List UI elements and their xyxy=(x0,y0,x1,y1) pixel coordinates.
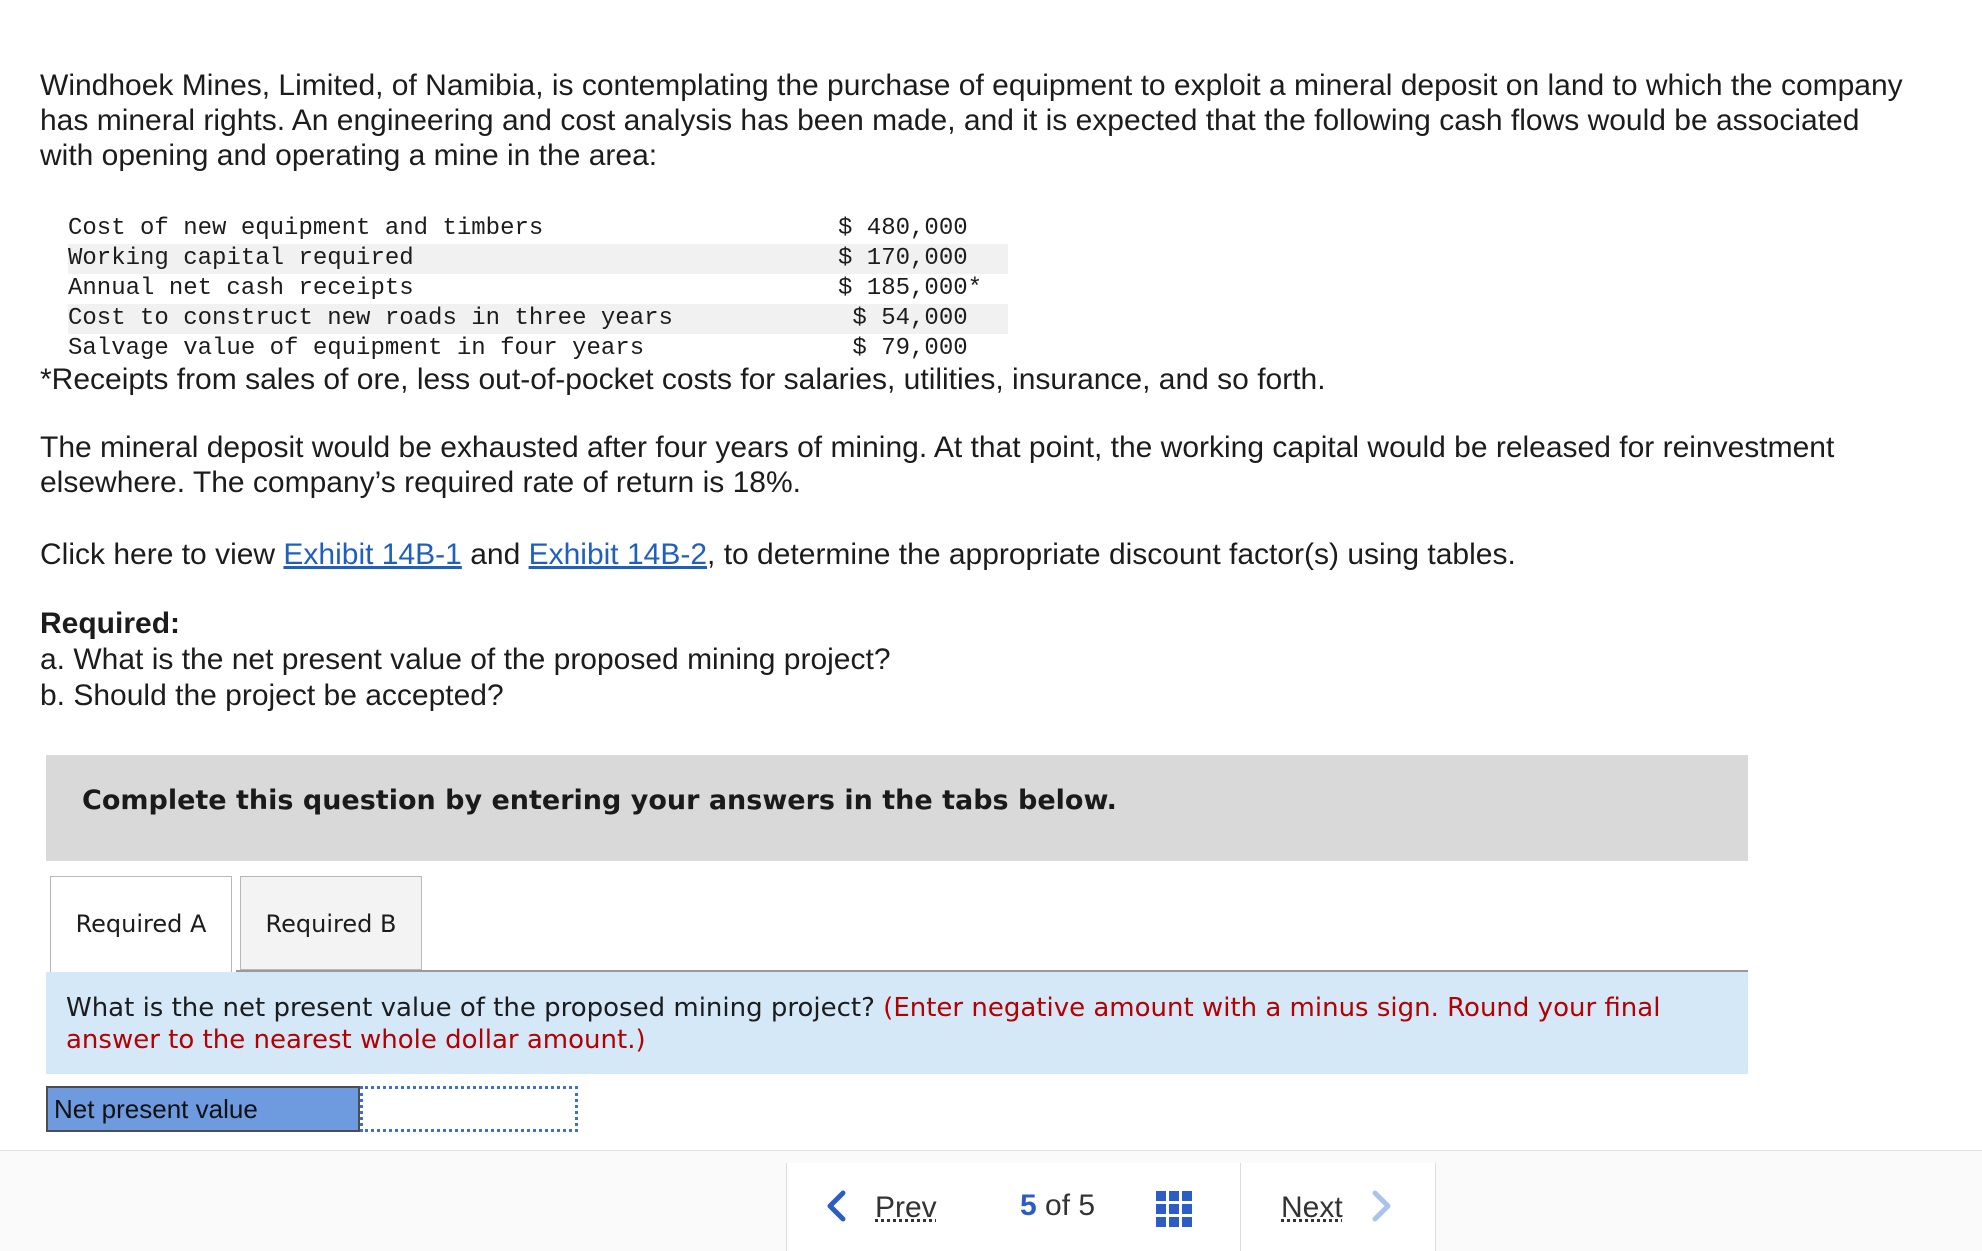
next-button[interactable] xyxy=(1240,1163,1436,1251)
instructions-banner xyxy=(46,755,1748,861)
chevron-left-icon xyxy=(823,1189,849,1223)
cash-flow-label: Cost to construct new roads in three years xyxy=(68,304,838,334)
total-pages: 5 xyxy=(1078,1189,1096,1222)
cash-flow-label: Working capital required xyxy=(68,244,838,274)
prev-label: Prev xyxy=(875,1191,937,1224)
problem-intro: Windhoek Mines, Limited, of Namibia, is contemplating the purchase of equipment to exploit a mineral deposit on land to which the company has mineral rights. An engineering and cost analysis has been made, and it is expected that the following cash flows would be associated with opening and operating a mine in the area: xyxy=(40,69,1903,172)
question-text: What is the net present value of the proposed mining project? xyxy=(66,993,884,1023)
click-prefix: Click here to view xyxy=(40,538,284,571)
cash-flow-table xyxy=(68,214,1008,364)
table-row xyxy=(68,214,1008,244)
required-heading: Required: xyxy=(40,607,181,640)
table-row xyxy=(68,274,1008,304)
next-label: Next xyxy=(1281,1191,1343,1224)
page-of: of xyxy=(1045,1189,1071,1222)
npv-input[interactable] xyxy=(360,1086,578,1132)
exhibit-14b-1-link[interactable]: Exhibit 14B-1 xyxy=(283,538,462,571)
page-indicator xyxy=(980,1163,1240,1251)
cash-flow-value: $ 79,000 xyxy=(838,335,968,362)
question-panel xyxy=(46,972,1748,1074)
npv-label: Net present value xyxy=(46,1086,360,1132)
tab-required-b[interactable]: Required B xyxy=(240,876,422,970)
cash-flow-label: Salvage value of equipment in four years xyxy=(68,335,645,362)
instructions-text: Complete this question by entering your answers in the tabs below. xyxy=(82,785,1117,816)
footnote: *Receipts from sales of ore, less out-of-pocket costs for salaries, utilities, insurance, and so forth. xyxy=(40,363,1326,396)
cash-flow-label: Annual net cash receipts xyxy=(68,275,414,302)
current-page: 5 xyxy=(1020,1189,1037,1222)
grid-icon[interactable] xyxy=(1156,1191,1192,1227)
problem-details: The mineral deposit would be exhausted after four years of mining. At that point, the working capital would be released for reinvestment elsewhere. The company’s required rate of return is 18%. xyxy=(40,431,1835,499)
question-hint: (Enter negative amount with a minus sign. Round your final answer to the nearest whole dollar amount.) xyxy=(66,993,1661,1055)
required-a-text: a. What is the net present value of the proposed mining project? xyxy=(40,643,891,676)
table-row xyxy=(68,304,1008,334)
tab-required-a[interactable]: Required A xyxy=(50,876,232,972)
page-count xyxy=(1020,1189,1095,1223)
exhibit-links-line xyxy=(40,537,1516,572)
cash-flow-value: $ 480,000 xyxy=(838,215,968,242)
prev-button[interactable] xyxy=(786,1163,982,1251)
table-row xyxy=(68,334,1008,364)
navigation-footer xyxy=(0,1150,1982,1251)
required-b-text: b. Should the project be accepted? xyxy=(40,679,504,712)
table-row xyxy=(68,244,1008,274)
cash-flow-value: $ 54,000 xyxy=(838,304,1008,334)
chevron-right-icon xyxy=(1369,1189,1395,1223)
click-suffix: , to determine the appropriate discount factor(s) using tables. xyxy=(707,538,1516,571)
cash-flow-label: Cost of new equipment and timbers xyxy=(68,215,544,242)
cash-flow-value: $ 185,000* xyxy=(838,275,983,302)
cash-flow-value: $ 170,000 xyxy=(838,244,1008,274)
exhibit-14b-2-link[interactable]: Exhibit 14B-2 xyxy=(528,538,708,571)
click-middle: and xyxy=(461,538,529,571)
